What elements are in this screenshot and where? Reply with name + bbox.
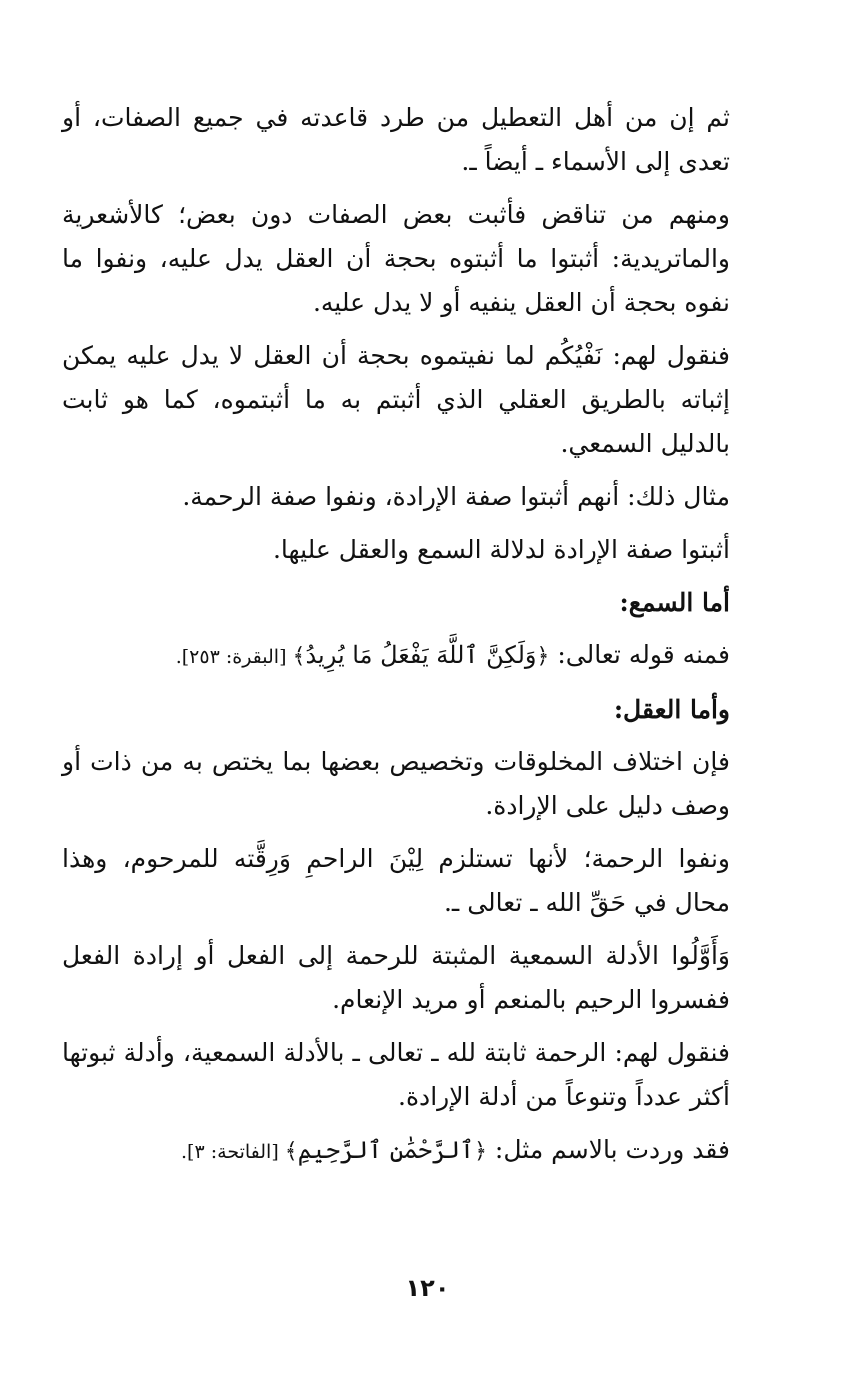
quran-verse: وَلَكِنَّ ٱللَّهَ يَفْعَلُ مَا يُرِيدُ xyxy=(305,641,537,669)
paragraph-ashariyya: ومنهم من تناقض فأثبت بعض الصفات دون بعض؛ كالأشعرية والماتريدية: أثبتوا ما أثبتوه بحجة أن العقل يدل عليه، ونفوا ما نفوه بحجة أن العقل ينفيه أو لا يدل عليه. xyxy=(62,200,730,317)
ornate-close-bracket: ﴾ xyxy=(284,1139,298,1164)
quran-verse: ٱلرَّحْمَٰنِ ٱلرَّحِيمِ xyxy=(297,1136,475,1164)
quote-intro: فقد وردت بالاسم مثل: xyxy=(486,1135,730,1164)
paragraph-example: مثال ذلك: أنهم أثبتوا صفة الإرادة، ونفوا صفة الرحمة. xyxy=(182,482,730,511)
paragraph-rahma-thabita: فنقول لهم: الرحمة ثابتة لله ـ تعالى ـ بالأدلة السمعية، وأدلة ثبوتها أكثر عدداً وتنوعاً من أدلة الإرادة. xyxy=(62,1038,730,1111)
ornate-open-bracket: ﴿ xyxy=(474,1139,487,1164)
paragraph-reply: فنقول لهم: نَفْيُكُم لما نفيتموه بحجة أن العقل لا يدل عليه يمكن إثباته بالطريق العقلي الذي أثبتم به ما أثبتموه، كما هو ثابت بالدليل السمعي. xyxy=(62,341,730,458)
paragraph-irada: أثبتوا صفة الإرادة لدلالة السمع والعقل عليها. xyxy=(272,535,730,564)
page-body xyxy=(62,96,730,1183)
quote-fatiha xyxy=(62,1128,730,1174)
page-number: ١٢٠ xyxy=(405,1274,450,1302)
paragraph-tatil: ثم إن من أهل التعطيل من طرد قاعدته في جميع الصفات، أو تعدى إلى الأسماء ـ أيضاً ـ. xyxy=(62,103,730,176)
paragraph-ikhtilaf: فإن اختلاف المخلوقات وتخصيص بعضها بما يختص به من ذات أو وصف دليل على الإرادة. xyxy=(62,747,730,820)
heading-aql: وأما العقل: xyxy=(613,695,730,724)
quote-intro: فمنه قوله تعالى: xyxy=(549,640,730,669)
paragraph-rahma-nafy: ونفوا الرحمة؛ لأنها تستلزم لِيْنَ الراحمِ وَرِقَّته للمرحوم، وهذا محال في حَقِّ الله ـ تعالى ـ. xyxy=(62,844,730,917)
ornate-open-bracket: ﴿ xyxy=(536,644,550,669)
ornate-close-bracket: ﴾ xyxy=(292,644,306,669)
quote-baqarah xyxy=(62,633,730,679)
surah-reference: [الفاتحة: ٣]. xyxy=(181,1141,285,1163)
heading-sam: أما السمع: xyxy=(619,588,730,617)
paragraph-tawil: وَأَوَّلُوا الأدلة السمعية المثبتة للرحمة إلى الفعل أو إرادة الفعل ففسروا الرحيم بالمنعم أو مريد الإنعام. xyxy=(62,941,730,1014)
surah-reference: [البقرة: ٢٥٣]. xyxy=(175,646,293,668)
